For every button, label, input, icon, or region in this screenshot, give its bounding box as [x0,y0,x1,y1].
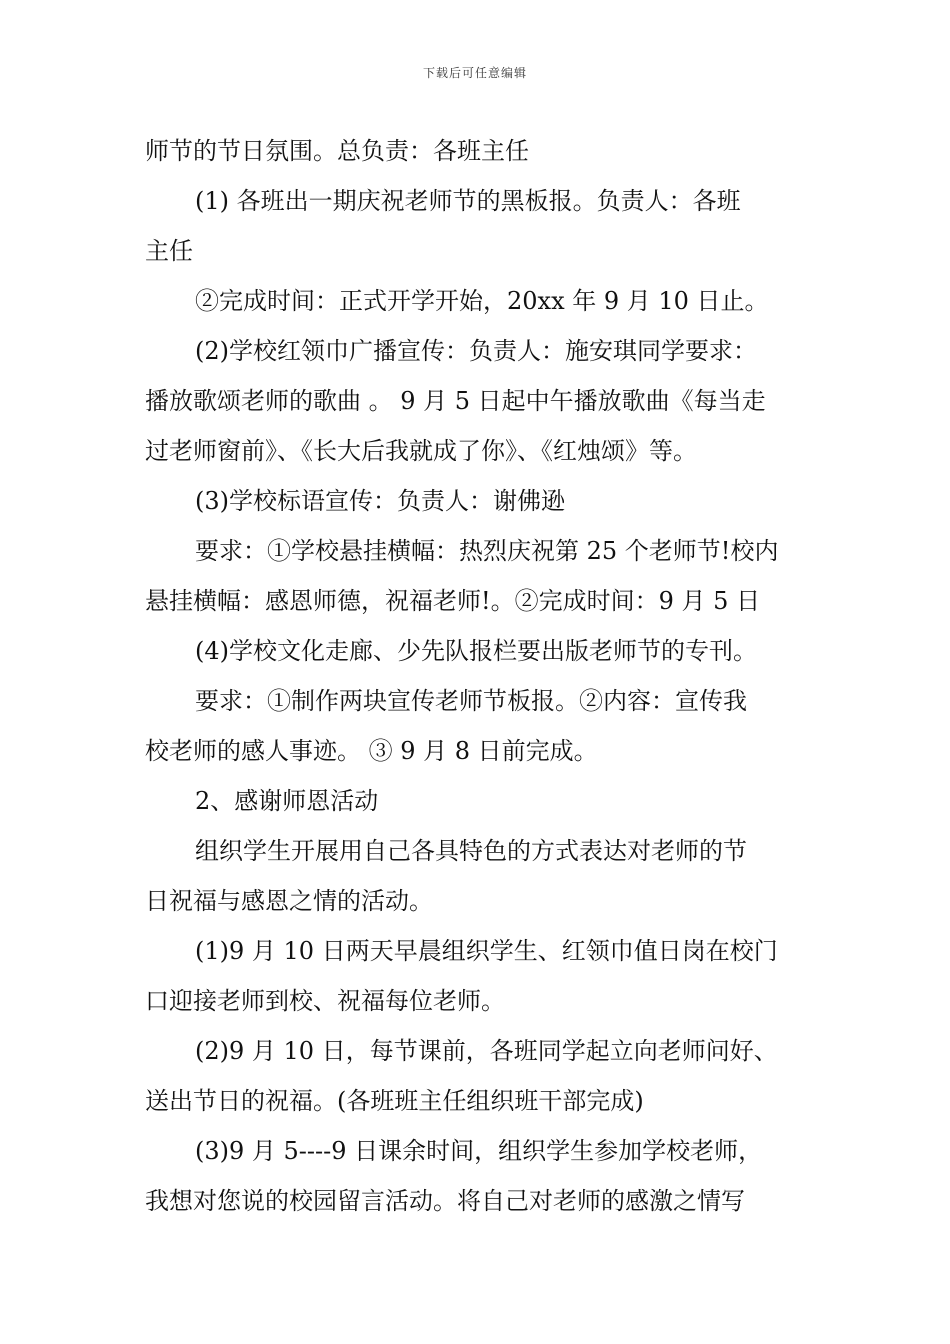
text-line: (1) 各班出一期庆祝老师节的黑板报。负责人：各班 [195,187,741,215]
text-line: 组织学生开展用自己各具特色的方式表达对老师的节 [195,837,747,865]
text-line: 2、感谢师恩活动 [195,787,379,815]
document-body [145,126,810,1226]
text-line: 播放歌颂老师的歌曲 。 9 月 5 日起中午播放歌曲《每当走 [145,387,766,415]
text-line: 过老师窗前》、《长大后我就成了你》、《红烛颂》等。 [145,437,697,465]
text-line: (3)9 月 5----9 日课余时间，组织学生参加学校老师， [195,1137,763,1165]
page-header: 下载后可任意编辑 [422,66,527,80]
text-line: (4)学校文化走廊、少先队报栏要出版老师节的专刊。 [195,637,757,665]
text-line: 口迎接老师到校、祝福每位老师。 [145,987,505,1015]
text-line: 悬挂横幅：感恩师德，祝福老师!。②完成时间：9 月 5 日 [145,587,761,615]
text-line: 校老师的感人事迹。 ③ 9 月 8 日前完成。 [145,737,598,765]
text-line: 要求：①学校悬挂横幅：热烈庆祝第 25 个老师节!校内 [195,537,779,565]
text-line: (2)9 月 10 日，每节课前，各班同学起立向老师问好、 [195,1037,778,1065]
text-line: 送出节日的祝福。(各班班主任组织班干部完成) [145,1087,644,1115]
text-line: 要求：①制作两块宣传老师节板报。②内容：宣传我 [195,687,747,715]
text-line: 师节的节日氛围。总负责：各班主任 [145,137,529,165]
text-line: ②完成时间：正式开学开始，20xx 年 9 月 10 日止。 [195,287,769,315]
text-line: 我想对您说的校园留言活动。将自己对老师的感激之情写 [145,1187,745,1215]
text-line: (2)学校红领巾广播宣传：负责人：施安琪同学要求： [195,337,757,365]
text-line: 日祝福与感恩之情的活动。 [145,887,433,915]
text-line: (3)学校标语宣传：负责人：谢佛逊 [195,487,565,515]
text-line: (1)9 月 10 日两天早晨组织学生、红领巾值日岗在校门 [195,937,778,965]
text-line: 主任 [145,237,193,265]
